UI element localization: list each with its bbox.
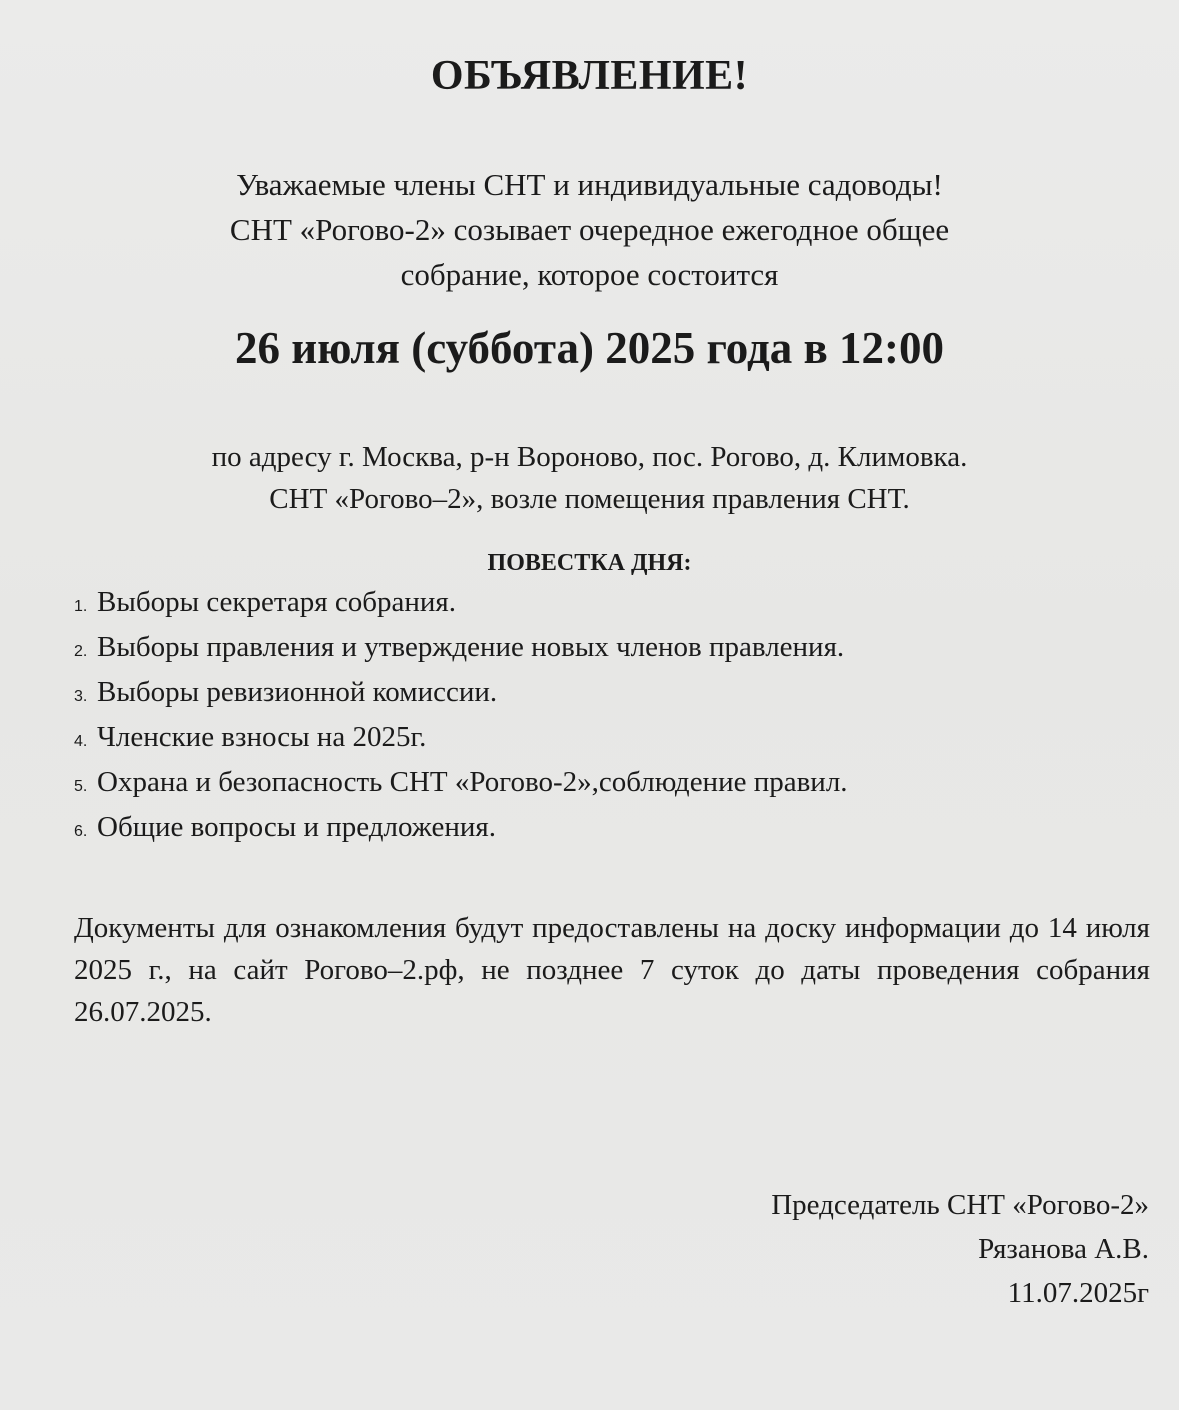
address-line-1: по адресу г. Москва, р-н Вороново, пос. Рогово, д. Климовка.	[211, 441, 968, 473]
agenda-item-number: 5.	[74, 778, 88, 795]
agenda-item	[74, 807, 848, 852]
agenda-item-text: Общие вопросы и предложения.	[97, 811, 496, 843]
agenda-item-number: 1.	[74, 598, 88, 615]
agenda-list	[74, 582, 848, 852]
agenda-item-number: 2.	[74, 643, 88, 660]
documents-note: Документы для ознакомления будут предоставлены на доску информации до 14 июля 2025 г., на сайт Рогово–2.рф, не позднее 7 суток до даты проведения собрания 26.07.2025.	[74, 912, 1150, 1028]
agenda-item	[74, 627, 848, 672]
page-title: ОБЪЯВЛЕНИЕ!	[430, 53, 749, 99]
signature-position: Председатель СНТ «Рогово-2»	[771, 1189, 1149, 1221]
signature-block	[771, 1183, 1149, 1315]
agenda-item-number: 4.	[74, 733, 88, 750]
agenda-item-number: 6.	[74, 823, 88, 840]
agenda-item-text: Выборы ревизионной комиссии.	[97, 676, 498, 708]
agenda-title: ПОВЕСТКА ДНЯ:	[487, 550, 692, 576]
address-line-2: СНТ «Рогово–2», возле помещения правления СНТ.	[269, 483, 910, 515]
intro-line-1: Уважаемые члены СНТ и индивидуальные садоводы!	[236, 167, 943, 202]
meeting-address	[0, 436, 1179, 520]
agenda-item-text: Выборы секретаря собрания.	[97, 586, 456, 618]
agenda-item	[74, 672, 848, 717]
agenda-item-text: Выборы правления и утверждение новых членов правления.	[97, 631, 845, 663]
intro-line-2: СНТ «Рогово-2» созывает очередное ежегодное общее	[229, 212, 950, 247]
agenda-item	[74, 717, 848, 762]
meeting-date: 26 июля (суббота) 2025 года в 12:00	[234, 323, 945, 373]
signature-date: 11.07.2025г	[1007, 1277, 1149, 1309]
intro-line-3: собрание, которое состоится	[400, 257, 779, 292]
agenda-item	[74, 762, 848, 807]
signature-name: Рязанова А.В.	[978, 1233, 1149, 1265]
agenda-item-number: 3.	[74, 688, 88, 705]
agenda-item-text: Членские взносы на 2025г.	[97, 721, 427, 753]
agenda-item-text: Охрана и безопасность СНТ «Рогово-2»,соблюдение правил.	[97, 766, 848, 798]
intro-text	[0, 162, 1179, 297]
agenda-item	[74, 582, 848, 627]
